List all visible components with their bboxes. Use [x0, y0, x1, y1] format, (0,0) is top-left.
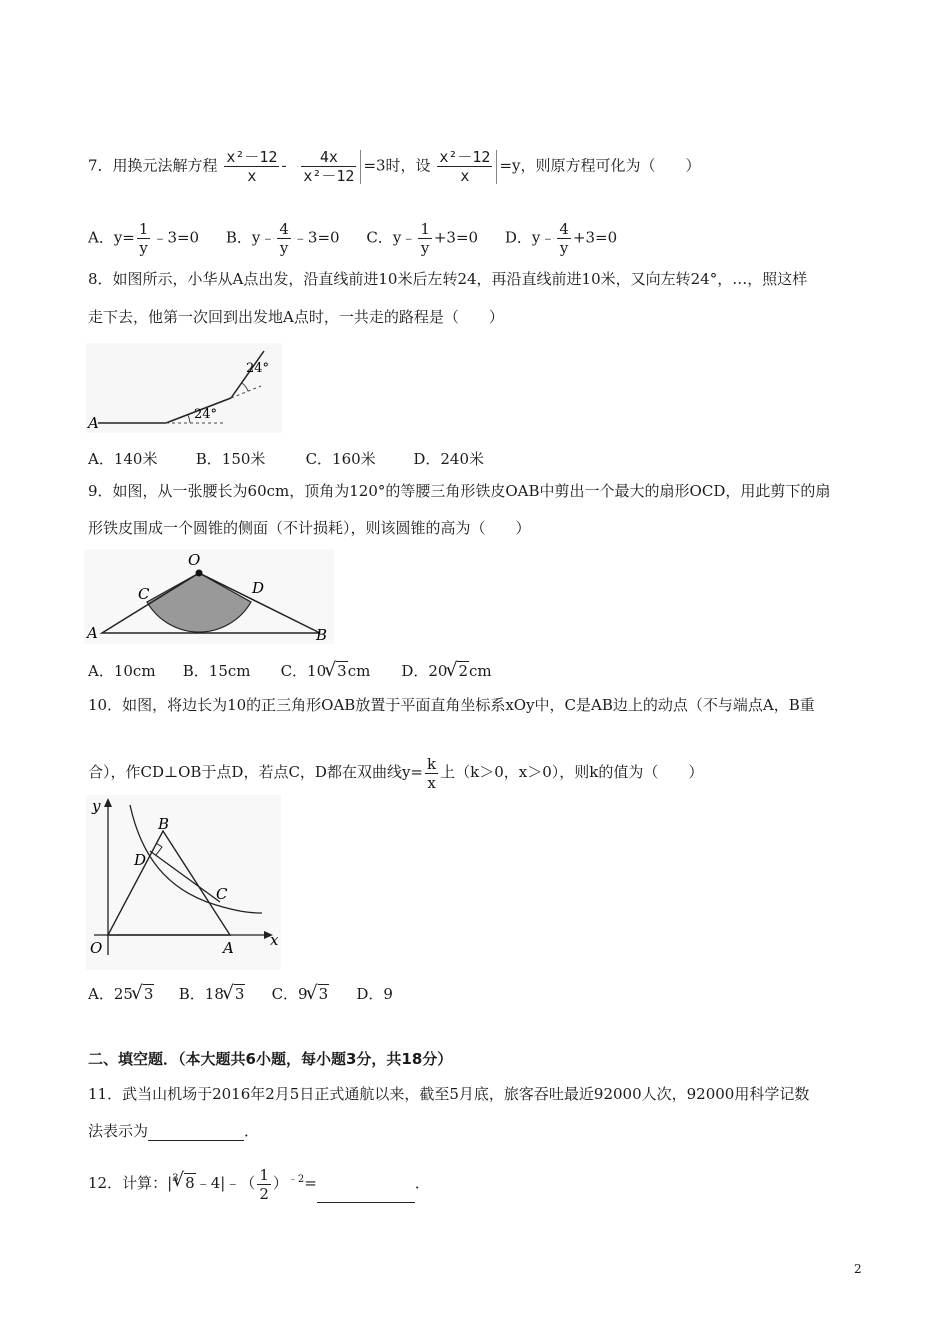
q7-option-a: A．y= $\frac{1}{y}$ ﹣3=0 — [88, 220, 200, 257]
q9-line1: 9．如图，从一张腰长为60cm，顶角为120°的等腰三角形铁皮OAB中剪出一个最大的扇形OCD，用此剪下的扇 — [88, 482, 831, 500]
q12-frac-half: $\frac{1}{2}$ — [259, 1165, 269, 1203]
q12-cube-root: 3 √ 8 — [172, 1165, 196, 1201]
q10-option-b: B．18√ 3 — [179, 983, 267, 1004]
q10-label-o: O — [90, 939, 103, 957]
q9-point-o — [196, 570, 203, 577]
q12-answer-blank[interactable] — [317, 1184, 415, 1203]
q10-label-c: C — [216, 885, 228, 903]
q10-label-d: D — [134, 851, 147, 869]
q7-options — [88, 220, 617, 257]
q9-label-b: B — [316, 626, 328, 644]
q7-minus: - — [281, 156, 287, 175]
q10-label-b: B — [158, 815, 170, 833]
q10-frac-k-over-x: $\frac{k}{x}$ — [427, 754, 437, 792]
q10-options — [88, 983, 393, 1004]
q7-stem — [88, 148, 701, 185]
q8-figure — [86, 343, 282, 433]
q7-mid: =3时，设 — [363, 156, 431, 175]
q9-options — [88, 660, 492, 681]
q11-line2: 法表示为 ． — [88, 1122, 260, 1140]
q7-option-d: D．y﹣ $\frac{4}{y}$ +3=0 — [504, 220, 618, 257]
q12-line: 12．计算：| 3 √ 8﹣4|﹣（ $\frac{1}{2}$ ）$^{﹣2}$= ． — [88, 1162, 430, 1203]
section2-title: 二、填空题．（本大题共6小题，每小题3分，共18分） — [88, 1050, 453, 1068]
q8-options — [88, 448, 484, 469]
q7-prefix: 7．用换元法解方程 — [88, 156, 218, 175]
q8-angle-label-1: 24° — [194, 407, 218, 422]
q8-option-a: A．140米 — [88, 450, 158, 468]
q7-option-b: B．y﹣ $\frac{4}{y}$ ﹣3=0 — [225, 220, 340, 257]
q9-option-b: B．15cm — [182, 662, 251, 680]
q10-option-d: D．9 — [356, 985, 393, 1003]
q9-label-c: C — [138, 585, 150, 603]
q7-frac2: $\frac{4x}{\text{x²－12}}$ — [303, 148, 355, 185]
q11-answer-blank[interactable] — [148, 1122, 244, 1141]
q10-label-x: x — [270, 931, 279, 949]
q10-label-a: A — [223, 939, 234, 957]
q10-option-a: A．25√ 3 — [88, 983, 174, 1004]
q10-figure — [86, 795, 281, 970]
q9-label-a: A — [87, 624, 98, 642]
page-number: 2 — [854, 1262, 862, 1276]
q8-line1: 8．如图所示，小华从A点出发，沿直线前进10米后左转24，再沿直线前进10米，又向左转24°，…，照这样 — [88, 270, 808, 288]
q9-label-d: D — [252, 579, 265, 597]
q9-figure — [84, 549, 334, 644]
q7-suffix: =y，则原方程可化为（ ） — [499, 156, 701, 175]
q7-frac3: $\frac{\text{x²－12}}{x}$ — [439, 148, 491, 185]
q7-frac1: $\frac{\text{x²－12}}{x}$ — [226, 148, 278, 185]
q10-label-y: y — [92, 797, 101, 815]
q8-option-b: B．150米 — [195, 450, 266, 468]
q9-label-o: O — [188, 551, 201, 569]
q7-bar — [360, 150, 361, 184]
q9-option-d: D．20√ 2cm — [401, 660, 491, 681]
q10-line2: 合），作CD⊥OB于点D，若点C，D都在双曲线y= $\frac{k}{x}$ 上（k＞0，x＞0），则k的值为（ ） — [88, 754, 704, 792]
q7-option-c: C．y﹣ $\frac{1}{y}$ +3=0 — [366, 220, 479, 257]
q10-option-c: C．9√ 3 — [272, 983, 352, 1004]
q10-line1: 10．如图，将边长为10的正三角形OAB放置于平面直角坐标系xOy中，C是AB边上的动点（不与端点A，B重 — [88, 696, 815, 714]
q7-bar2 — [496, 150, 497, 184]
q8-label-a: A — [88, 414, 99, 432]
q8-option-c: C．160米 — [305, 450, 376, 468]
q8-angle-label-2: 24° — [246, 361, 270, 376]
q9-line2: 形铁皮围成一个圆锥的侧面（不计损耗），则该圆锥的高为（ ） — [88, 519, 531, 537]
q8-option-d: D．240米 — [413, 450, 485, 468]
q9-option-a: A．10cm — [88, 662, 156, 680]
q8-line2: 走下去，他第一次回到出发地A点时，一共走的路程是（ ） — [88, 308, 504, 326]
q11-line1: 11．武当山机场于2016年2月5日正式通航以来，截至5月底，旅客吞吐最近92000人次，92000用科学记数 — [88, 1085, 810, 1103]
q9-option-c: C．10√ 3cm — [281, 660, 397, 681]
